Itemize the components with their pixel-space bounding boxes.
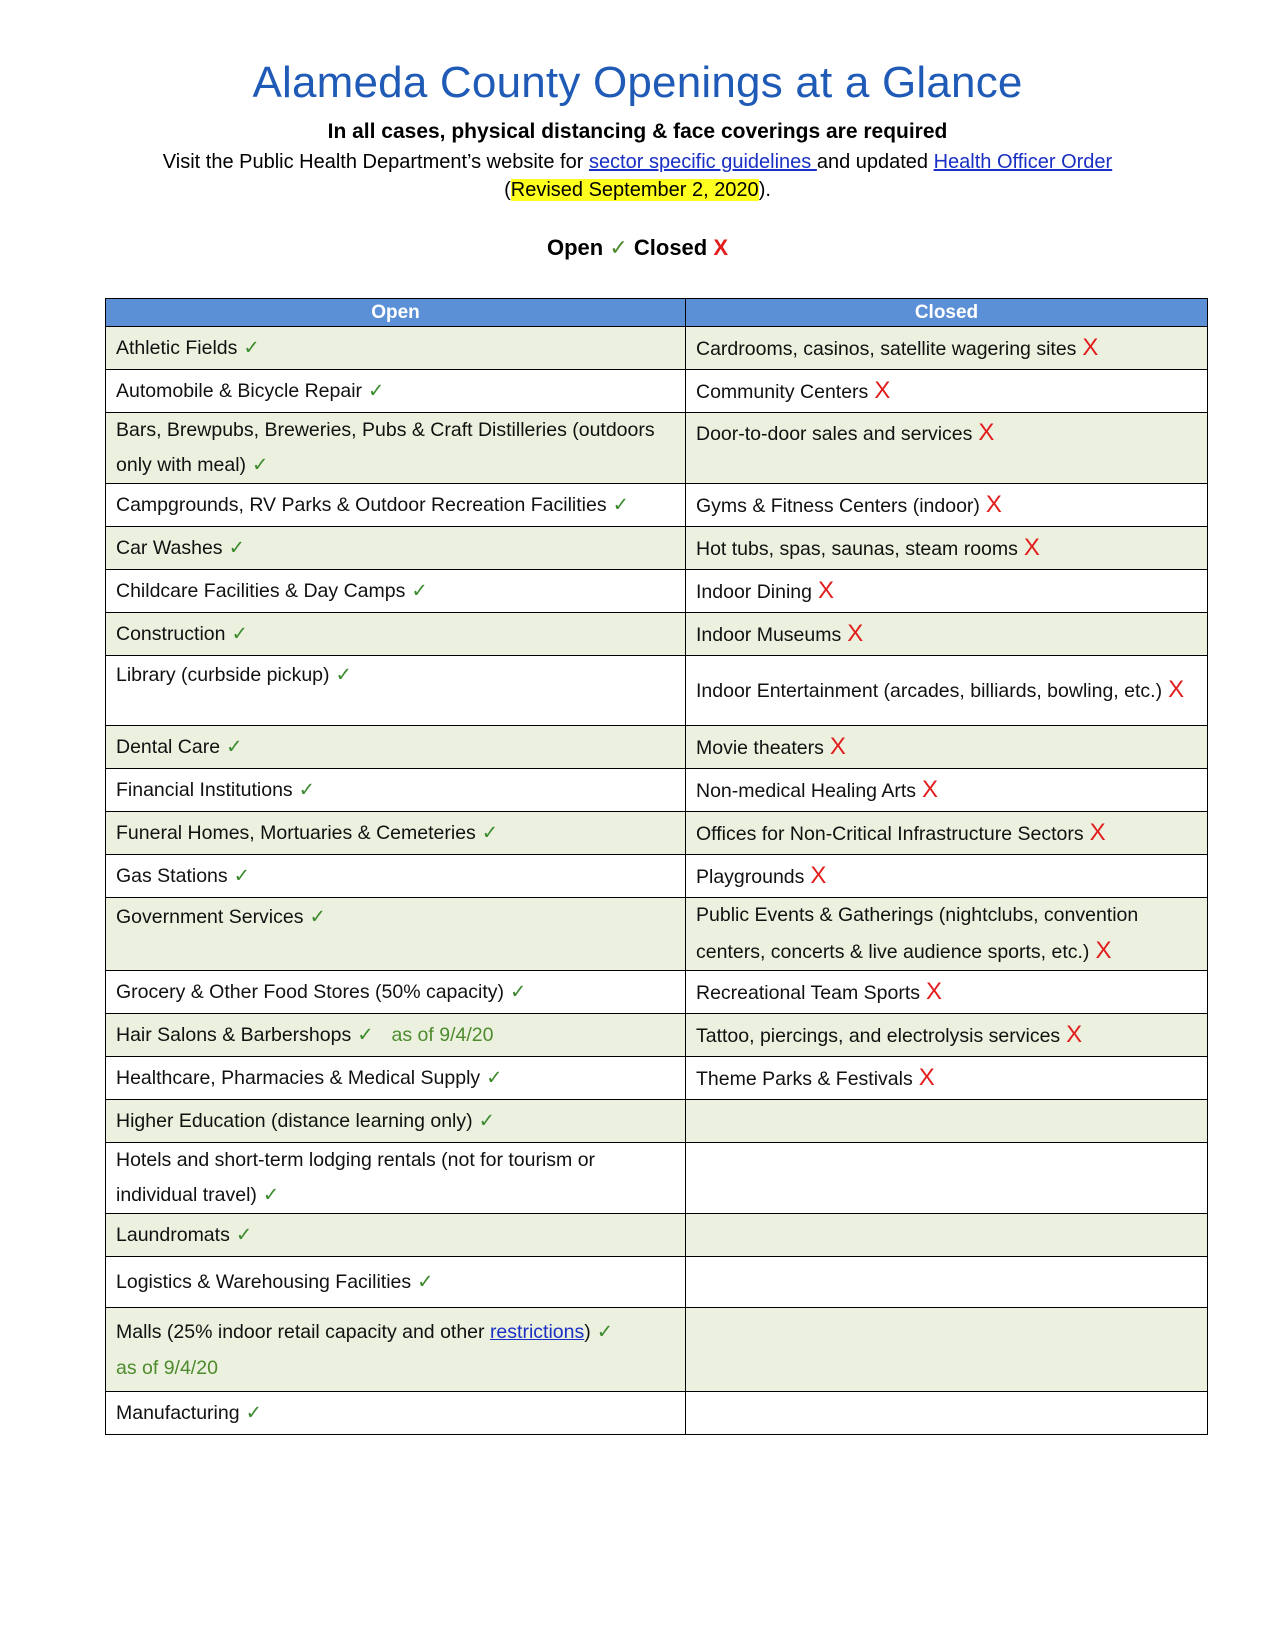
open-cell (106, 413, 686, 484)
open-item: Grocery & Other Food Stores (50% capacity) (116, 980, 504, 1003)
x-icon: X (918, 1063, 935, 1091)
closed-column-header: Closed (686, 299, 1208, 327)
table-row (106, 1100, 1208, 1143)
closed-cell (686, 769, 1208, 812)
open-cell (106, 613, 686, 656)
table-row (106, 1143, 1208, 1214)
check-icon: ✓ (478, 1109, 495, 1132)
as-of-note: as of 9/4/20 (391, 1023, 494, 1046)
intro-open-paren: ( (504, 179, 511, 201)
closed-cell (686, 570, 1208, 613)
open-item: Construction (116, 622, 226, 645)
x-icon: X (1066, 1020, 1083, 1048)
open-item: Hotels and short-term lodging rentals (not for tourism or individual travel) (116, 1149, 596, 1206)
table-row (106, 327, 1208, 370)
closed-cell (686, 971, 1208, 1014)
closed-item: Gyms & Fitness Centers (indoor) (696, 494, 980, 517)
open-item: Campgrounds, RV Parks & Outdoor Recreation Facilities (116, 493, 607, 516)
closed-cell-empty (686, 1100, 1208, 1143)
closed-item: Theme Parks & Festivals (696, 1067, 913, 1090)
check-icon: ✓ (612, 493, 629, 516)
check-icon: ✓ (245, 1401, 262, 1424)
x-icon: X (926, 977, 943, 1005)
open-cell (106, 1257, 686, 1308)
closed-item: Movie theaters (696, 736, 824, 759)
check-icon: ✓ (252, 454, 269, 476)
closed-cell-empty (686, 1392, 1208, 1435)
open-cell (106, 1308, 686, 1392)
x-icon: X (810, 861, 827, 889)
open-cell (106, 1143, 686, 1214)
table-row (106, 898, 1208, 971)
table-row (106, 413, 1208, 484)
open-item: Financial Institutions (116, 778, 293, 801)
check-icon: ✓ (357, 1023, 374, 1046)
x-icon: X (985, 490, 1002, 518)
open-cell (106, 1392, 686, 1435)
legend-closed-label: Closed (633, 235, 708, 260)
check-icon: ✓ (411, 579, 428, 602)
closed-cell (686, 812, 1208, 855)
x-icon: X (818, 576, 835, 604)
check-icon: ✓ (335, 664, 352, 686)
open-cell (106, 570, 686, 613)
table-row (106, 656, 1208, 726)
open-cell (106, 1100, 686, 1143)
open-column-header: Open (106, 299, 686, 327)
closed-item: Cardrooms, casinos, satellite wagering sites (696, 337, 1077, 360)
open-item: Gas Stations (116, 864, 228, 887)
open-closed-legend (0, 235, 1275, 261)
check-icon: ✓ (481, 821, 499, 844)
open-cell (106, 1014, 686, 1057)
closed-cell (686, 898, 1208, 971)
open-item: Laundromats (116, 1223, 230, 1246)
as-of-note: as of 9/4/20 (116, 1356, 218, 1379)
table-row (106, 484, 1208, 527)
check-icon: ✓ (262, 1184, 280, 1206)
sector-guidelines-link[interactable]: sector specific guidelines (588, 151, 817, 173)
x-icon: X (829, 732, 846, 760)
open-item-after: ) (584, 1320, 591, 1343)
open-item: Athletic Fields (116, 336, 238, 359)
closed-item: Indoor Dining (696, 580, 812, 603)
closed-cell-empty (686, 1143, 1208, 1214)
closed-cell (686, 413, 1208, 484)
closed-cell (686, 484, 1208, 527)
table-row (106, 855, 1208, 898)
open-cell (106, 855, 686, 898)
closed-item: Offices for Non-Critical Infrastructure Sectors (696, 822, 1084, 845)
open-cell (106, 484, 686, 527)
open-item: Higher Education (distance learning only) (116, 1109, 473, 1132)
table-row (106, 971, 1208, 1014)
open-item: Library (curbside pickup) (116, 664, 330, 686)
closed-item: Hot tubs, spas, saunas, steam rooms (696, 537, 1018, 560)
open-item: Funeral Homes, Mortuaries & Cemeteries (116, 821, 476, 844)
x-icon: X (1089, 818, 1106, 846)
closed-cell (686, 656, 1208, 726)
x-icon: X (1168, 676, 1185, 703)
closed-cell-empty (686, 1257, 1208, 1308)
closed-cell-empty (686, 1308, 1208, 1392)
page-title: Alameda County Openings at a Glance (252, 58, 1023, 107)
closed-cell (686, 527, 1208, 570)
table-row (106, 613, 1208, 656)
check-icon: ✓ (233, 864, 250, 887)
open-item: Malls (25% indoor retail capacity and other (116, 1320, 490, 1343)
open-item: Government Services (116, 906, 304, 928)
check-icon: ✓ (228, 536, 245, 559)
table-row (106, 1214, 1208, 1257)
table-row (106, 1257, 1208, 1308)
intro-paragraph (160, 148, 1115, 204)
x-icon: X (1095, 937, 1112, 964)
check-icon: ✓ (596, 1320, 614, 1343)
table-row (106, 370, 1208, 413)
x-icon: X (847, 619, 864, 647)
intro-prefix: Visit the Public Health Department’s website for (162, 151, 589, 173)
closed-cell (686, 1057, 1208, 1100)
closed-item: Community Centers (696, 380, 869, 403)
open-cell (106, 527, 686, 570)
open-item: Logistics & Warehousing Facilities (116, 1270, 412, 1293)
closed-cell (686, 855, 1208, 898)
check-icon: ✓ (243, 336, 260, 359)
x-icon: X (922, 775, 939, 803)
closed-item: Door-to-door sales and services (696, 423, 973, 445)
closed-cell-empty (686, 1214, 1208, 1257)
closed-item: Public Events & Gatherings (nightclubs, convention centers, concerts & live audience sports, etc.) (696, 904, 1139, 963)
legend-open-label: Open (546, 235, 604, 260)
open-cell (106, 769, 686, 812)
table-row (106, 1014, 1208, 1057)
check-icon: ✓ (231, 622, 248, 645)
table-row (106, 812, 1208, 855)
check-icon: ✓ (509, 980, 527, 1003)
open-cell (106, 726, 686, 769)
open-item: Automobile & Bicycle Repair (116, 379, 363, 402)
openings-table (105, 298, 1208, 1435)
table-row (106, 1392, 1208, 1435)
check-icon: ✓ (486, 1066, 503, 1089)
closed-cell (686, 327, 1208, 370)
open-cell (106, 327, 686, 370)
check-icon: ✓ (368, 379, 385, 402)
closed-cell (686, 726, 1208, 769)
open-item: Manufacturing (116, 1401, 240, 1424)
health-officer-order-link[interactable]: Health Officer Order (933, 151, 1113, 173)
open-cell (106, 1057, 686, 1100)
table-header-row (106, 299, 1208, 327)
open-cell (106, 971, 686, 1014)
table-row (106, 1308, 1208, 1392)
check-icon: ✓ (235, 1223, 253, 1246)
x-icon: X (1082, 333, 1099, 361)
table-row (106, 769, 1208, 812)
page-subtitle: In all cases, physical distancing & face coverings are required (327, 120, 948, 143)
check-icon: ✓ (417, 1270, 434, 1293)
open-cell (106, 898, 686, 971)
open-cell (106, 656, 686, 726)
x-icon: X (978, 419, 995, 446)
open-item: Car Washes (116, 536, 223, 559)
check-icon: ✓ (226, 735, 243, 758)
table-row (106, 726, 1208, 769)
closed-cell (686, 370, 1208, 413)
closed-item: Non-medical Healing Arts (696, 779, 917, 802)
restrictions-link[interactable]: restrictions (489, 1320, 585, 1343)
open-item: Healthcare, Pharmacies & Medical Supply (116, 1066, 481, 1089)
closed-item: Indoor Museums (696, 623, 842, 646)
closed-item: Recreational Team Sports (696, 981, 921, 1004)
closed-item: Tattoo, piercings, and electrolysis services (696, 1024, 1061, 1047)
closed-item: Playgrounds (696, 865, 805, 888)
open-item: Childcare Facilities & Day Camps (116, 579, 406, 602)
open-item: Bars, Brewpubs, Breweries, Pubs & Craft Distilleries (outdoors only with meal) (116, 419, 655, 476)
intro-close: ). (758, 179, 771, 201)
open-item: Dental Care (116, 735, 221, 758)
closed-cell (686, 613, 1208, 656)
check-icon: ✓ (309, 906, 326, 928)
table-row (106, 527, 1208, 570)
revised-date-highlight: Revised September 2, 2020 (510, 179, 759, 201)
intro-middle: and updated (816, 151, 934, 173)
table-row (106, 1057, 1208, 1100)
check-icon: ✓ (609, 235, 628, 260)
open-cell (106, 370, 686, 413)
x-icon: X (1023, 533, 1040, 561)
open-cell (106, 1214, 686, 1257)
open-item: Hair Salons & Barbershops (116, 1023, 352, 1046)
table-row (106, 570, 1208, 613)
x-icon: X (713, 235, 729, 260)
x-icon: X (874, 376, 891, 404)
closed-cell (686, 1014, 1208, 1057)
check-icon: ✓ (298, 778, 316, 801)
closed-item: Indoor Entertainment (arcades, billiards, bowling, etc.) (696, 680, 1163, 702)
open-cell (106, 812, 686, 855)
